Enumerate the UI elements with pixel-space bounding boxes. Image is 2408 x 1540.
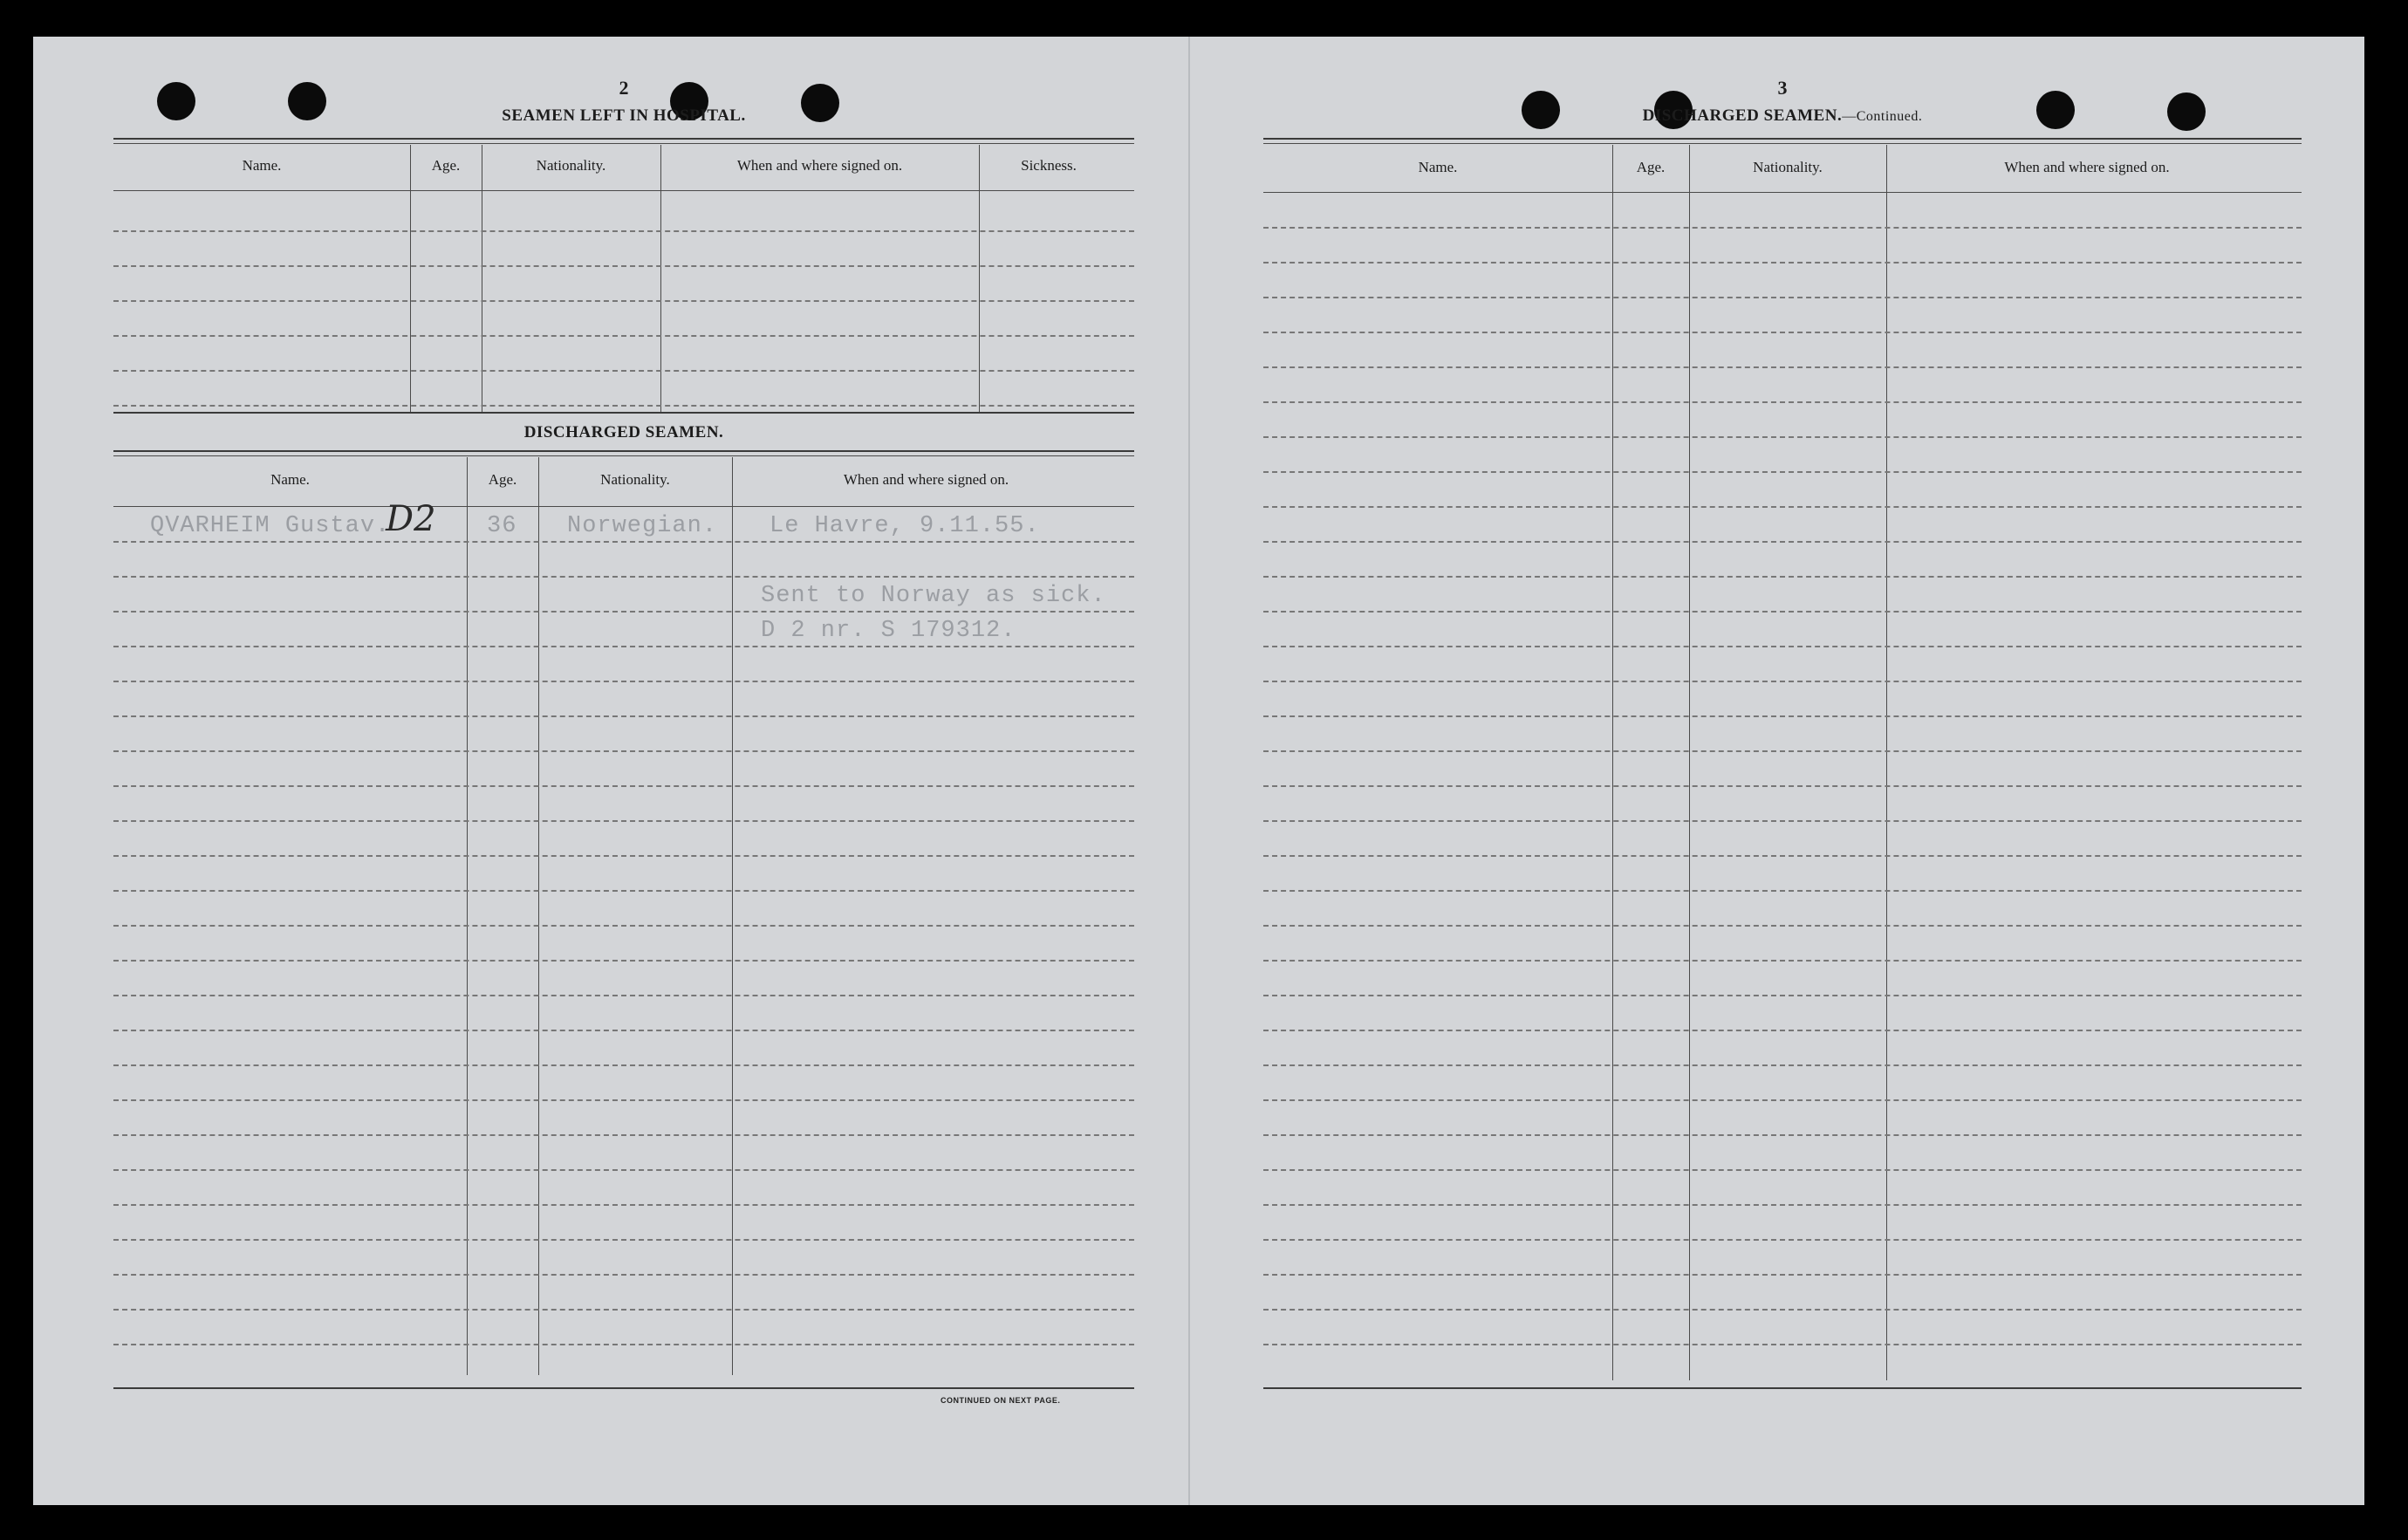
entry-line xyxy=(1263,681,2302,682)
entry-line xyxy=(1263,1030,2302,1031)
column-header-nationality: Nationality. xyxy=(536,157,606,174)
column-header-name: Name. xyxy=(1418,159,1458,175)
entry-line xyxy=(1263,1169,2302,1171)
column-header-name: Name. xyxy=(242,157,282,174)
page-fold xyxy=(1188,37,1190,1505)
bottom-rule xyxy=(113,1387,1134,1389)
entry-line xyxy=(113,1169,1134,1171)
column-header-rule xyxy=(113,190,1134,191)
entry-line xyxy=(113,890,1134,892)
column-header-nationality: Nationality. xyxy=(600,471,670,488)
entry-line xyxy=(1263,1344,2302,1345)
entry-line xyxy=(1263,855,2302,857)
entry-line xyxy=(113,681,1134,682)
hospital-section-title: SEAMEN LEFT IN HOSPITAL. xyxy=(502,106,746,125)
left-page xyxy=(113,70,1134,1422)
bottom-rule xyxy=(1263,1387,2302,1389)
page-title-continued: —Continued. xyxy=(1842,109,1923,124)
entry-line xyxy=(113,230,1134,232)
header-rule xyxy=(113,138,1134,140)
entry-line xyxy=(1263,960,2302,962)
entry-line xyxy=(1263,576,2302,578)
column-header-age: Age. xyxy=(488,471,517,488)
entry-line xyxy=(1263,611,2302,613)
entry-line xyxy=(113,785,1134,787)
entry-line xyxy=(1263,1309,2302,1311)
entry-line xyxy=(113,611,1134,613)
entry-line xyxy=(113,1274,1134,1276)
entry-line xyxy=(113,750,1134,752)
entry-line xyxy=(1263,1274,2302,1276)
entry-line xyxy=(1263,401,2302,403)
column-divider xyxy=(410,145,411,412)
header-rule xyxy=(1263,143,2302,144)
seaman-note: Sent to Norway as sick. xyxy=(761,583,1106,609)
seaman-note: D 2 nr. S 179312. xyxy=(761,618,1016,644)
entry-line xyxy=(113,335,1134,337)
entry-line xyxy=(1263,227,2302,229)
entry-line xyxy=(1263,995,2302,996)
entry-line xyxy=(113,370,1134,372)
entry-line xyxy=(113,925,1134,927)
section-rule xyxy=(113,450,1134,452)
entry-line xyxy=(113,541,1134,543)
entry-line xyxy=(113,960,1134,962)
entry-line xyxy=(113,1309,1134,1311)
entry-line xyxy=(113,1239,1134,1241)
column-header-signed-on: When and where signed on. xyxy=(736,157,903,174)
column-header-rule xyxy=(113,506,1134,507)
entry-line xyxy=(113,995,1134,996)
entry-line xyxy=(113,576,1134,578)
handwritten-mark: D2 xyxy=(386,499,436,539)
column-divider xyxy=(1612,145,1613,1380)
entry-line xyxy=(1263,332,2302,333)
page-number: 2 xyxy=(619,77,629,99)
column-header-sickness: Sickness. xyxy=(1021,157,1077,174)
entry-line xyxy=(1263,925,2302,927)
column-divider xyxy=(467,457,468,1375)
entry-line xyxy=(113,646,1134,647)
column-header-age: Age. xyxy=(1636,159,1666,175)
entry-line xyxy=(113,1134,1134,1136)
entry-line xyxy=(1263,890,2302,892)
entry-line xyxy=(113,1344,1134,1345)
entry-line xyxy=(113,1099,1134,1101)
column-header-age: Age. xyxy=(431,157,461,174)
entry-line xyxy=(1263,1099,2302,1101)
section-rule xyxy=(113,455,1134,456)
entry-line xyxy=(1263,750,2302,752)
column-divider xyxy=(660,145,661,412)
entry-line xyxy=(113,1204,1134,1206)
column-divider xyxy=(732,457,733,1375)
entry-line xyxy=(1263,785,2302,787)
discharged-section-title: DISCHARGED SEAMEN. xyxy=(523,423,724,441)
entry-line xyxy=(113,855,1134,857)
entry-line xyxy=(1263,541,2302,543)
header-rule xyxy=(113,143,1134,144)
entry-line xyxy=(1263,506,2302,508)
section-rule xyxy=(113,412,1134,414)
continued-note: CONTINUED ON NEXT PAGE. xyxy=(941,1396,1061,1405)
entry-line xyxy=(1263,1204,2302,1206)
seaman-nationality: Norwegian. xyxy=(567,513,718,539)
right-page xyxy=(1263,70,2302,1422)
column-header-rule xyxy=(1263,192,2302,193)
entry-line xyxy=(1263,366,2302,368)
column-divider xyxy=(979,145,980,412)
seaman-name: QVARHEIM Gustav. xyxy=(150,513,391,539)
entry-line xyxy=(1263,715,2302,717)
column-divider xyxy=(538,457,539,1375)
entry-line xyxy=(1263,1134,2302,1136)
entry-line xyxy=(1263,262,2302,264)
column-header-name: Name. xyxy=(270,471,310,488)
entry-line xyxy=(1263,1064,2302,1066)
entry-line xyxy=(113,715,1134,717)
header-rule xyxy=(1263,138,2302,140)
entry-line xyxy=(113,1030,1134,1031)
entry-line xyxy=(1263,297,2302,298)
column-divider xyxy=(1689,145,1690,1380)
entry-line xyxy=(113,265,1134,267)
entry-line xyxy=(1263,1239,2302,1241)
seaman-signed-on: Le Havre, 9.11.55. xyxy=(770,513,1040,539)
column-header-nationality: Nationality. xyxy=(1753,159,1823,175)
column-header-signed-on: When and where signed on. xyxy=(843,471,1009,488)
page-title xyxy=(1263,106,2302,126)
entry-line xyxy=(113,1064,1134,1066)
entry-line xyxy=(1263,646,2302,647)
entry-line xyxy=(113,405,1134,407)
page-number: 3 xyxy=(1777,77,1788,99)
entry-line xyxy=(1263,436,2302,438)
page-title-text: DISCHARGED SEAMEN. xyxy=(1642,106,1843,125)
entry-line xyxy=(113,300,1134,302)
entry-line xyxy=(1263,820,2302,822)
seaman-age: 36 xyxy=(487,513,517,539)
column-header-signed-on: When and where signed on. xyxy=(2004,159,2170,175)
entry-line xyxy=(113,820,1134,822)
entry-line xyxy=(1263,471,2302,473)
column-divider xyxy=(1886,145,1887,1380)
